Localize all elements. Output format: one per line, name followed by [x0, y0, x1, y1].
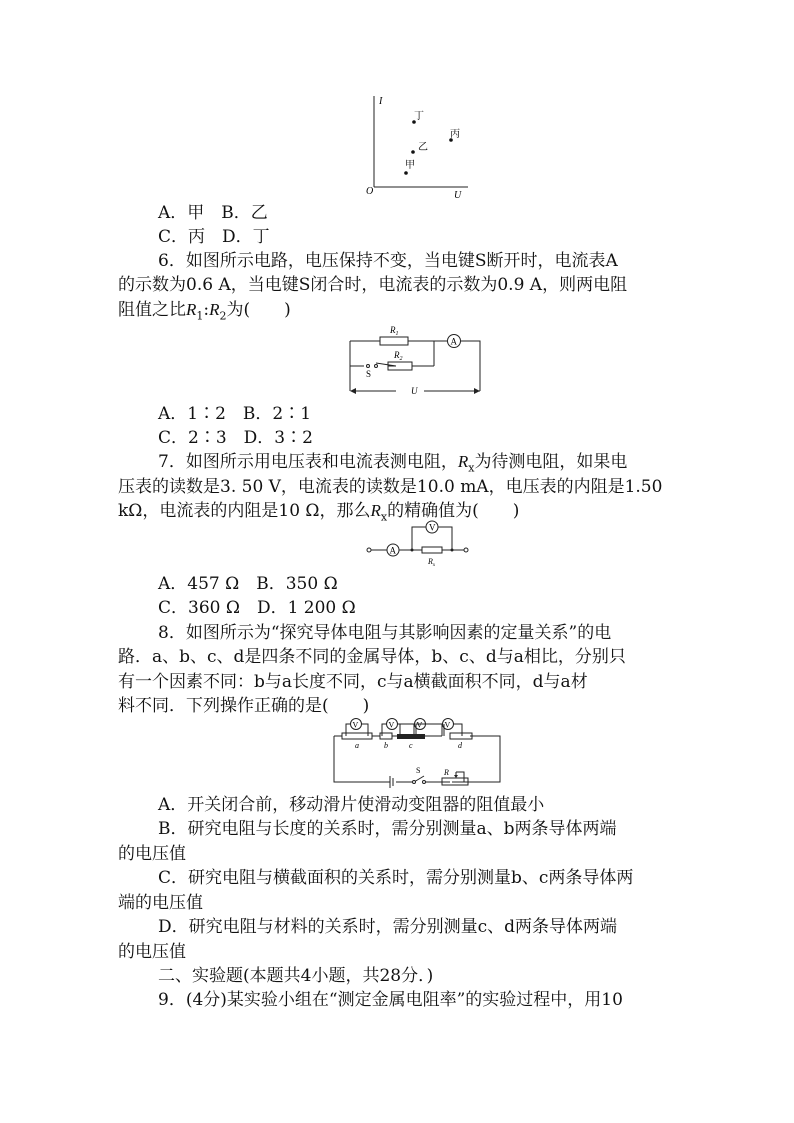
- q6-options-ab: A．1∶2 B．2∶1: [158, 404, 312, 424]
- point-ding-label: 丁: [414, 111, 424, 122]
- q8-option-c-line2: 端的电压值: [118, 893, 203, 913]
- q8-label-c: c: [409, 741, 413, 750]
- q8-line2: 路．a、b、c、d是四条不同的金属导体，b、c、d与a相比，分别只: [118, 647, 626, 667]
- q8-option-b-line2: 的电压值: [118, 844, 186, 864]
- q8-line1: 8．如图所示为“探究导体电阻与其影响因素的定量关系”的电: [158, 623, 612, 643]
- q6-line3: 阻值之比$R_1:R_2$为( ): [118, 300, 291, 323]
- point-yi: [411, 150, 415, 154]
- q7-line2: 压表的读数是3. 50 V，电流表的读数是10.0 mA，电压表的内阻是1.50: [118, 477, 663, 497]
- point-jia-label: 甲: [405, 160, 415, 171]
- y-axis-label: I: [379, 96, 383, 107]
- q8-conductor-c: [397, 734, 425, 739]
- q7-line3: kΩ，电流表的内阻是10 Ω，那么$R_x$的精确值为( ): [118, 501, 520, 524]
- q6-line2: 的示数为0.6 A，当电键S闭合时，电流表的示数为0.9 A，则两电阻: [118, 275, 628, 295]
- q7-line1: 7．如图所示用电压表和电流表测电阻，$R_x$为待测电阻，如果电: [158, 452, 628, 475]
- q8-v2-label: V: [388, 720, 395, 730]
- q7-rx-label: $R_x$: [428, 557, 436, 568]
- iu-graph-figure: [364, 92, 472, 202]
- q8-label-d: d: [458, 741, 462, 750]
- x-axis-label: U: [454, 190, 462, 201]
- q8-option-d-line2: 的电压值: [118, 942, 186, 962]
- point-bing-label: 丙: [450, 129, 460, 140]
- point-jia: [404, 171, 408, 175]
- q7-ammeter-label: A: [389, 545, 396, 556]
- point-yi-label: 乙: [418, 142, 428, 153]
- q9-line1: 9．(4分)某实验小组在“测定金属电阻率”的实验过程中，用10: [158, 990, 623, 1010]
- q8-line3: 有一个因素不同：b与a长度不同，c与a横截面积不同，d与a材: [118, 672, 588, 692]
- origin-label: O: [366, 186, 374, 197]
- q6-voltage-label: U: [411, 386, 418, 396]
- q5-options-ab: A．甲 B．乙: [158, 203, 268, 223]
- q5-options-cd: C．丙 D．丁: [158, 227, 270, 247]
- q8-option-b-line1: B．研究电阻与长度的关系时，需分别测量a、b两条导体两端: [158, 819, 617, 839]
- q8-label-a: a: [355, 741, 359, 750]
- q8-rheostat-label: R: [444, 768, 449, 777]
- q6-circuit-figure: [346, 323, 484, 398]
- q6-r1-label: $R_1$: [390, 325, 399, 337]
- q8-option-d-line1: D．研究电阻与材料的关系时，需分别测量c、d两条导体两端: [158, 917, 618, 937]
- q8-line4: 料不同．下列操作正确的是( ): [118, 696, 370, 716]
- q8-v3-label: V: [416, 720, 423, 730]
- q6-line1: 6．如图所示电路，电压保持不变，当电键S断开时，电流表A: [158, 251, 618, 271]
- q8-switch-label: S: [416, 766, 421, 775]
- section-2-heading: 二、实验题(本题共4小题，共28分．): [158, 966, 434, 986]
- q6-r2-label: $R_2$: [394, 350, 403, 362]
- q7-voltmeter-label: V: [429, 522, 436, 533]
- q8-v4-label: V: [444, 720, 451, 730]
- q7-circuit-figure: [364, 518, 472, 568]
- q7-options-cd: C．360 Ω D．1 200 Ω: [158, 598, 356, 618]
- q6-options-cd: C．2∶3 D．3∶2: [158, 428, 313, 448]
- q8-label-b: b: [384, 741, 388, 750]
- q8-option-a: A．开关闭合前，移动滑片使滑动变阻器的阻值最小: [158, 795, 545, 815]
- q8-v1-label: V: [352, 720, 359, 730]
- q7-options-ab: A．457 Ω B．350 Ω: [158, 574, 338, 594]
- q6-switch-label: S: [366, 369, 372, 379]
- q6-ammeter-label: A: [450, 336, 457, 347]
- q8-circuit-figure: [330, 712, 505, 788]
- q8-option-c-line1: C．研究电阻与横截面积的关系时，需分别测量b、c两条导体两: [158, 868, 634, 888]
